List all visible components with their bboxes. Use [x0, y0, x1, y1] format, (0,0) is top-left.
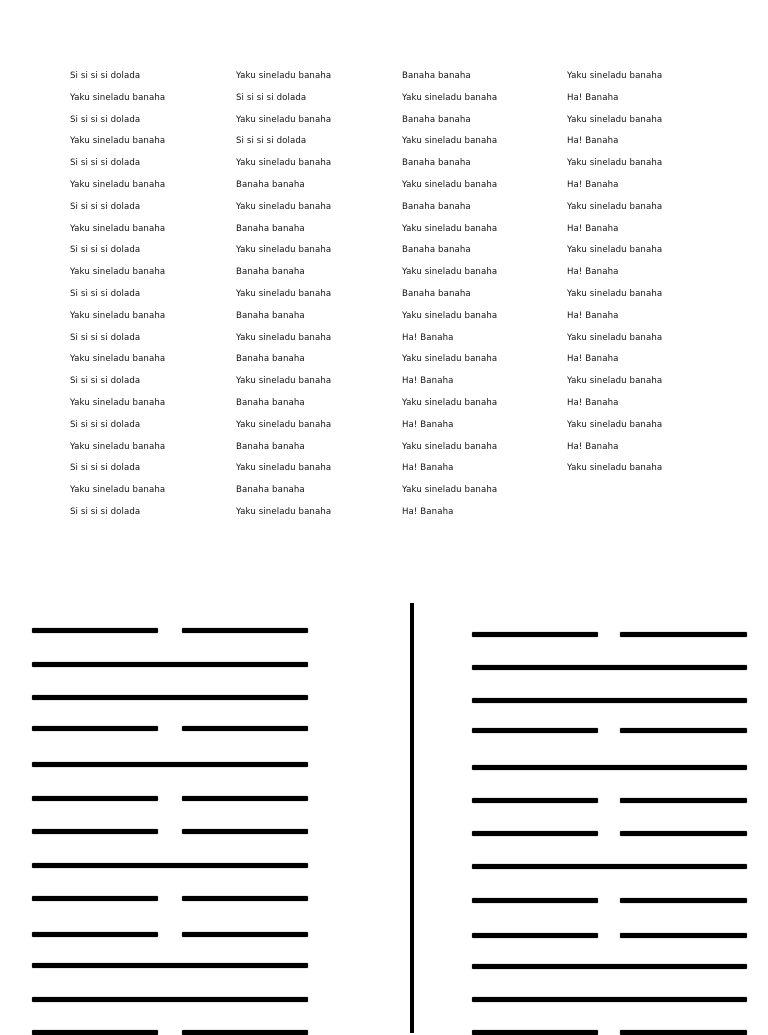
broken-line-left-segment	[472, 898, 598, 903]
lyric-line: Banaha banaha	[236, 179, 305, 190]
lyric-line: Yaku sineladu banaha	[402, 179, 498, 190]
lyric-line: Yaku sineladu banaha	[567, 332, 663, 343]
lyric-line: Yaku sineladu banaha	[402, 485, 498, 496]
broken-line-right-segment	[620, 1030, 747, 1035]
lyric-line: Ha! Banaha	[567, 354, 619, 365]
lyric-line: Yaku sineladu banaha	[567, 376, 663, 387]
lyric-line: Yaku sineladu banaha	[567, 201, 663, 212]
lyric-line: Yaku sineladu banaha	[402, 92, 498, 103]
lyric-line: Yaku sineladu banaha	[236, 463, 332, 474]
broken-line-right-segment	[182, 932, 308, 937]
lyric-line: Si si si si dolada	[70, 114, 141, 125]
lyric-line: Si si si si dolada	[70, 332, 141, 343]
lyric-line: Yaku sineladu banaha	[402, 310, 498, 321]
lyric-line: Yaku sineladu banaha	[567, 158, 663, 169]
lyric-line: Ha! Banaha	[567, 397, 619, 408]
lyric-line: Yaku sineladu banaha	[70, 92, 166, 103]
solid-line	[32, 963, 308, 968]
lyric-line: Yaku sineladu banaha	[236, 419, 332, 430]
lyric-line: Si si si si dolada	[70, 71, 141, 81]
broken-line-right-segment	[182, 1030, 308, 1035]
broken-line-left-segment	[472, 728, 598, 733]
lyric-line: Ha! Banaha	[567, 310, 619, 321]
lyric-line: Yaku sineladu banaha	[236, 114, 332, 125]
lyric-line: Si si si si dolada	[70, 288, 141, 299]
lyric-line: Yaku sineladu banaha	[567, 288, 663, 299]
lyric-line: Ha! Banaha	[402, 463, 454, 474]
broken-line-right-segment	[182, 896, 308, 901]
lyric-line: Ha! Banaha	[567, 179, 619, 190]
broken-line-right-segment	[182, 796, 308, 801]
lyric-line: Si si si si dolada	[70, 245, 141, 256]
broken-line-left-segment	[32, 726, 158, 731]
lyric-line: Yaku sineladu banaha	[402, 267, 498, 278]
lyric-line: Banaha banaha	[402, 201, 471, 212]
lyric-line: Ha! Banaha	[567, 92, 619, 103]
lyric-line: Ha! Banaha	[567, 223, 619, 234]
lyric-line: Yaku sineladu banaha	[236, 245, 332, 256]
lyric-line: Banaha banaha	[236, 310, 305, 321]
lyric-line: Yaku sineladu banaha	[402, 441, 498, 452]
lyric-line: Yaku sineladu banaha	[70, 136, 166, 147]
lyric-line: Yaku sineladu banaha	[236, 71, 332, 81]
lyric-line: Yaku sineladu banaha	[236, 288, 332, 299]
lyric-line: Ha! Banaha	[567, 441, 619, 452]
lyric-line: Yaku sineladu banaha	[236, 332, 332, 343]
lyric-line: Ha! Banaha	[567, 267, 619, 278]
lyric-line: Ha! Banaha	[402, 332, 454, 343]
broken-line-left-segment	[32, 1030, 158, 1035]
lyric-line: Yaku sineladu banaha	[567, 463, 663, 474]
broken-line-left-segment	[472, 831, 598, 836]
broken-line-left-segment	[32, 896, 158, 901]
line-pattern-diagram	[0, 590, 768, 1024]
lyric-line: Yaku sineladu banaha	[236, 506, 332, 517]
solid-line	[32, 863, 308, 868]
lyric-line: Banaha banaha	[402, 114, 471, 125]
broken-line-right-segment	[620, 798, 747, 803]
lyric-line: Yaku sineladu banaha	[236, 158, 332, 169]
lyrics-column-3	[402, 69, 497, 527]
lyric-line: Banaha banaha	[402, 71, 471, 81]
lyric-line: Si si si si dolada	[236, 92, 307, 103]
lyrics-column-2	[236, 69, 331, 527]
lyric-line: Banaha banaha	[236, 354, 305, 365]
broken-line-left-segment	[32, 796, 158, 801]
solid-line	[472, 665, 747, 670]
broken-line-right-segment	[620, 831, 747, 836]
lyric-line: Yaku sineladu banaha	[70, 310, 166, 321]
lyric-line: Yaku sineladu banaha	[402, 136, 498, 147]
broken-line-right-segment	[620, 898, 747, 903]
solid-line	[472, 698, 747, 703]
lyric-line: Ha! Banaha	[402, 376, 454, 387]
lyric-line: Yaku sineladu banaha	[70, 179, 166, 190]
broken-line-left-segment	[32, 932, 158, 937]
lyric-line: Yaku sineladu banaha	[236, 376, 332, 387]
lyric-line: Yaku sineladu banaha	[567, 71, 663, 81]
lyric-line: Ha! Banaha	[567, 136, 619, 147]
lyric-line: Yaku sineladu banaha	[236, 201, 332, 212]
lyric-line: Si si si si dolada	[70, 463, 141, 474]
lyric-line: Si si si si dolada	[70, 419, 141, 430]
broken-line-right-segment	[182, 829, 308, 834]
solid-line	[472, 964, 747, 969]
lyric-line: Banaha banaha	[236, 267, 305, 278]
broken-line-right-segment	[620, 728, 747, 733]
lyric-line: Si si si si dolada	[70, 376, 141, 387]
lyric-line: Yaku sineladu banaha	[402, 354, 498, 365]
lyric-line: Banaha banaha	[236, 397, 305, 408]
lyric-line: Banaha banaha	[236, 441, 305, 452]
lyric-line: Si si si si dolada	[70, 158, 141, 169]
broken-line-left-segment	[472, 798, 598, 803]
lyric-line: Yaku sineladu banaha	[70, 267, 166, 278]
lyric-line: Yaku sineladu banaha	[70, 223, 166, 234]
lyric-line: Banaha banaha	[402, 158, 471, 169]
lyric-line: Yaku sineladu banaha	[70, 441, 166, 452]
broken-line-left-segment	[472, 632, 598, 637]
broken-line-left-segment	[32, 628, 158, 633]
lyric-line: Yaku sineladu banaha	[70, 354, 166, 365]
solid-line	[32, 997, 308, 1002]
broken-line-left-segment	[32, 829, 158, 834]
solid-line	[472, 864, 747, 869]
solid-line	[32, 695, 308, 700]
lyric-line: Yaku sineladu banaha	[567, 245, 663, 256]
lyric-line: Banaha banaha	[236, 223, 305, 234]
broken-line-left-segment	[472, 933, 598, 938]
lyric-line: Banaha banaha	[402, 288, 471, 299]
broken-line-right-segment	[182, 726, 308, 731]
broken-line-left-segment	[472, 1030, 598, 1035]
lyric-line: Yaku sineladu banaha	[567, 419, 663, 430]
lyric-line: Banaha banaha	[402, 245, 471, 256]
broken-line-right-segment	[620, 933, 747, 938]
lyric-line: Ha! Banaha	[402, 419, 454, 430]
lyric-line: Si si si si dolada	[236, 136, 307, 147]
solid-line	[32, 762, 308, 767]
vertical-divider	[410, 603, 414, 1033]
lyric-line: Yaku sineladu banaha	[567, 114, 663, 125]
lyric-line: Yaku sineladu banaha	[402, 223, 498, 234]
lyric-line: Yaku sineladu banaha	[402, 397, 498, 408]
lyric-line: Ha! Banaha	[402, 506, 454, 517]
broken-line-right-segment	[182, 628, 308, 633]
lyric-line: Banaha banaha	[236, 485, 305, 496]
lyric-line: Si si si si dolada	[70, 506, 141, 517]
solid-line	[472, 997, 747, 1002]
lyric-line: Si si si si dolada	[70, 201, 141, 212]
lyric-line: Yaku sineladu banaha	[70, 397, 166, 408]
solid-line	[472, 765, 747, 770]
solid-line	[32, 662, 308, 667]
lyrics-column-4	[567, 69, 662, 483]
lyric-line: Yaku sineladu banaha	[70, 485, 166, 496]
lyrics-column-1	[70, 69, 165, 527]
broken-line-right-segment	[620, 632, 747, 637]
